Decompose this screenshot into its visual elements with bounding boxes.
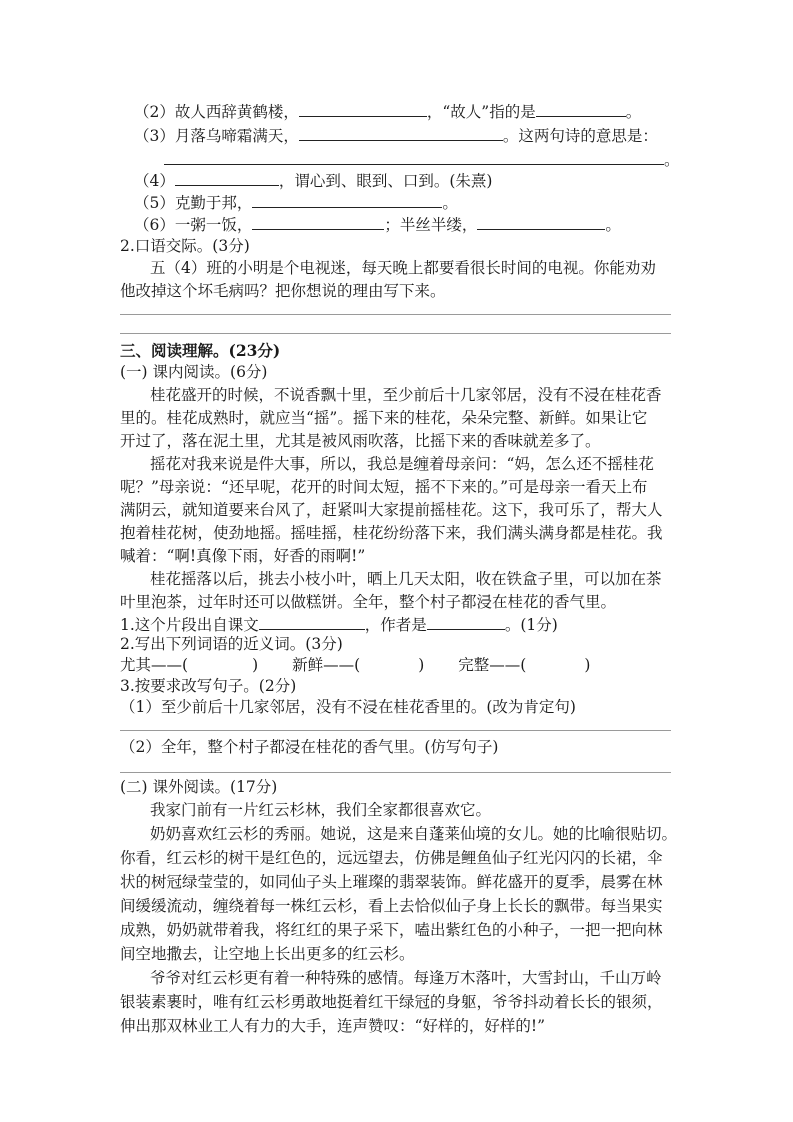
rewrite-sentence-2: （2）全年，整个村子都浸在桂花的香气里。(仿写句子) (120, 738, 499, 756)
passage-line: 满阴云，就知道要来台风了，赶紧叫大家提前摇桂花。这下，我可乐了，帮大人 (120, 501, 663, 519)
passage-line: 银装素裹时，唯有红云杉勇敢地挺着红干绿冠的身躯，爷爷抖动着长长的银须， (120, 993, 663, 1011)
passage-line: 里的。桂花成熟时，就应当“摇”。摇下来的桂花，朵朵完整、新鲜。如果让它 (120, 409, 648, 427)
writing-line[interactable] (120, 730, 671, 731)
passage-line: 我家门前有一片红云杉林，我们全家都很喜欢它。 (150, 801, 492, 819)
answer-blank[interactable] (252, 192, 442, 208)
oral-prompt-line: 他改掉这个坏毛病吗？把你想说的理由写下来。 (120, 282, 446, 300)
answer-blank[interactable] (427, 614, 505, 630)
synonym-item: 完整——( ) (458, 656, 591, 674)
passage-line: 叶里泡茶，过年时还可以做糕饼。全年，整个村子都浸在桂花的香气里。 (120, 593, 617, 611)
answer-blank[interactable] (164, 149, 664, 165)
passage-line: 桂花摇落以后，挑去小枝小叶，晒上几天太阳，收在铁盒子里，可以加在茶 (150, 570, 662, 588)
passage-line: 伸出那双林业工人有力的大手，连声赞叹：“好样的，好样的!” (120, 1017, 546, 1035)
passage-line: 开过了，落在泥土里，尤其是被风雨吹落，比摇下来的香味就差多了。 (120, 432, 601, 450)
answer-blank[interactable] (175, 170, 279, 186)
answer-blank[interactable] (477, 214, 605, 230)
passage-line: 间空地撒去，让空地上长出更多的红云杉。 (120, 945, 415, 963)
passage-line: 状的树冠绿莹莹的，如同仙子头上璀璨的翡翠装饰。鲜花盛开的夏季，晨雾在林 (120, 873, 663, 891)
passage-line: 喊着：“啊!真像下雨，好香的雨啊!” (120, 547, 366, 565)
rewrite-sentence-1: （1）至少前后十几家邻居，没有不浸在桂花香里的。(改为肯定句) (120, 698, 576, 716)
synonym-item: 尤其——( ) (120, 656, 259, 674)
part-1-question-2-heading: 2.写出下列词语的近义词。(3分) (120, 635, 343, 653)
answer-blank[interactable] (299, 101, 427, 117)
oral-heading: 2.口语交际。(3分) (120, 237, 250, 255)
passage-line: 你看，红云杉的树干是红色的，远远望去，仿佛是鲤鱼仙子红光闪闪的长裙，伞 (120, 849, 663, 867)
answer-blank[interactable] (536, 101, 626, 117)
part-1-question-3-heading: 3.按要求改写句子。(2分) (120, 677, 297, 695)
passage-line: 奶奶喜欢红云杉的秀丽。她说，这是来自蓬莱仙境的女儿。她的比喻很贴切。 (150, 825, 678, 843)
part-1-question-1: 1.这个片段出自课文 ，作者是 。(1分) (120, 616, 558, 634)
question-2-5: （5）克勤于邦， 。 (134, 194, 458, 212)
question-2-4: （4） ，谓心到、眼到、口到。(朱熹) (134, 172, 493, 190)
part-1-heading: (一) 课内阅读。(6分) (120, 363, 268, 381)
passage-line: 摇花对我来说是件大事，所以，我总是缠着母亲问：“妈，怎么还不摇桂花 (150, 455, 654, 473)
writing-line[interactable] (120, 333, 671, 334)
oral-prompt-line: 五（4）班的小明是个电视迷，每天晚上都要看很长时间的电视。你能劝劝 (150, 259, 656, 277)
passage-line: 成熟，奶奶就带着我，将红红的果子采下，嗑出紫红色的小种子，一把一把向林 (120, 921, 663, 939)
synonym-item: 新鲜——( ) (292, 656, 425, 674)
passage-line: 桂花盛开的时候，不说香飘十里，至少前后十几家邻居，没有不浸在桂花香 (150, 386, 662, 404)
question-2-2: （2）故人西辞黄鹤楼， ，“故人”指的是 。 (134, 103, 642, 121)
part-2-heading: (二) 课外阅读。(17分) (120, 778, 278, 796)
question-2-3: （3）月落乌啼霜满天， 。这两句诗的意思是： (134, 127, 658, 145)
question-2-3-meaning: 。 (164, 149, 680, 170)
writing-line[interactable] (120, 772, 671, 773)
answer-blank[interactable] (259, 614, 365, 630)
synonym-row (120, 655, 590, 675)
section-3-heading: 三、阅读理解。(23分) (120, 341, 281, 360)
answer-blank[interactable] (252, 214, 384, 230)
passage-line: 爷爷对红云杉更有着一种特殊的感情。每逢万木落叶，大雪封山，千山万岭 (150, 969, 662, 987)
passage-line: 间缓缓流动，缠绕着每一株红云杉，看上去恰似仙子身上长长的飘带。每当果实 (120, 897, 663, 915)
answer-blank[interactable] (299, 125, 503, 141)
passage-line: 呢？”母亲说：“还早呢，花开的时间太短，摇不下来的。”可是母亲一看天上布 (120, 478, 648, 496)
passage-line: 抱着桂花树，使劲地摇。摇哇摇，桂花纷纷落下来，我们满头满身都是桂花。我 (120, 524, 663, 542)
question-2-6: （6）一粥一饭， ；半丝半缕， 。 (134, 216, 621, 234)
writing-line[interactable] (120, 314, 671, 315)
